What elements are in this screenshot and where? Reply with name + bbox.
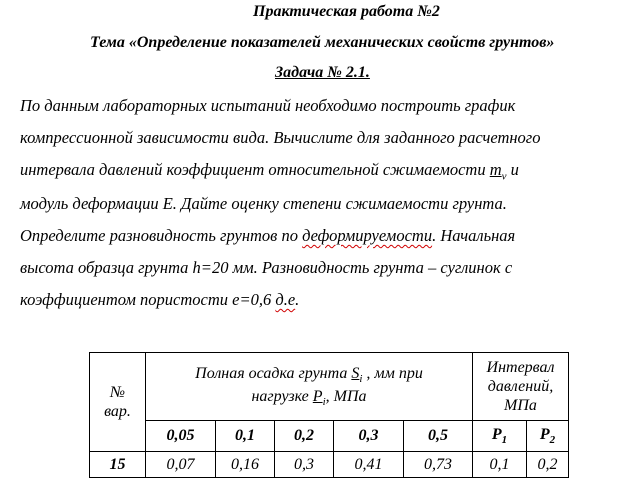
problem-line-3: интервала давлений коэффициент относительной сжимаемости $m_v$ и — [20, 160, 519, 183]
p1-header: $P_1$ — [473, 421, 527, 452]
load-header: 0,2 — [275, 421, 334, 452]
value-cell: 0,73 — [404, 452, 473, 478]
p1-value-cell: 0,1 — [473, 452, 527, 478]
p2-value-cell: 0,2 — [527, 452, 569, 478]
load-header: 0,3 — [334, 421, 404, 452]
value-cell: 0,3 — [275, 452, 334, 478]
settlement-header: Полная осадка грунта $S_i$ , мм при нагрузке $P_i$, МПа — [146, 353, 473, 421]
variant-header: № вар. — [90, 353, 146, 452]
task-heading: Задача № 2.1. — [275, 64, 370, 81]
problem-line-5: Определите разновидность грунтов по деформируемости. Начальная — [20, 226, 516, 245]
problem-line-2: компрессионной зависимости вида. Вычислите для заданного расчетного — [20, 128, 541, 147]
p2-header: $P_2$ — [527, 421, 569, 452]
topic-heading: Тема «Определение показателей механических свойств грунтов» — [90, 34, 555, 51]
load-header: 0,05 — [146, 421, 216, 452]
variant-cell: 15 — [90, 452, 146, 478]
data-table — [89, 352, 569, 478]
problem-line-7: коэффициентом пористости e=0,6 д.е. — [20, 290, 300, 309]
spellcheck-abbrev: д.е — [275, 290, 296, 309]
problem-line-4: модуль деформации E. Дайте оценку степени сжимаемости грунта. — [20, 194, 507, 213]
spellcheck-word: деформируемости — [302, 226, 433, 245]
value-cell: 0,41 — [334, 452, 404, 478]
page-title: Практическая работа №2 — [253, 3, 440, 20]
load-header: 0,1 — [216, 421, 275, 452]
interval-header: Интервал давлений, МПа — [473, 353, 569, 421]
load-header: 0,5 — [404, 421, 473, 452]
mv-symbol: $m_v$ — [489, 160, 507, 183]
problem-line-1: По данным лабораторных испытаний необходимо построить график — [20, 96, 516, 115]
value-cell: 0,16 — [216, 452, 275, 478]
problem-line-6: высота образца грунта h=20 мм. Разновидность грунта – суглинок с — [20, 258, 513, 277]
value-cell: 0,07 — [146, 452, 216, 478]
